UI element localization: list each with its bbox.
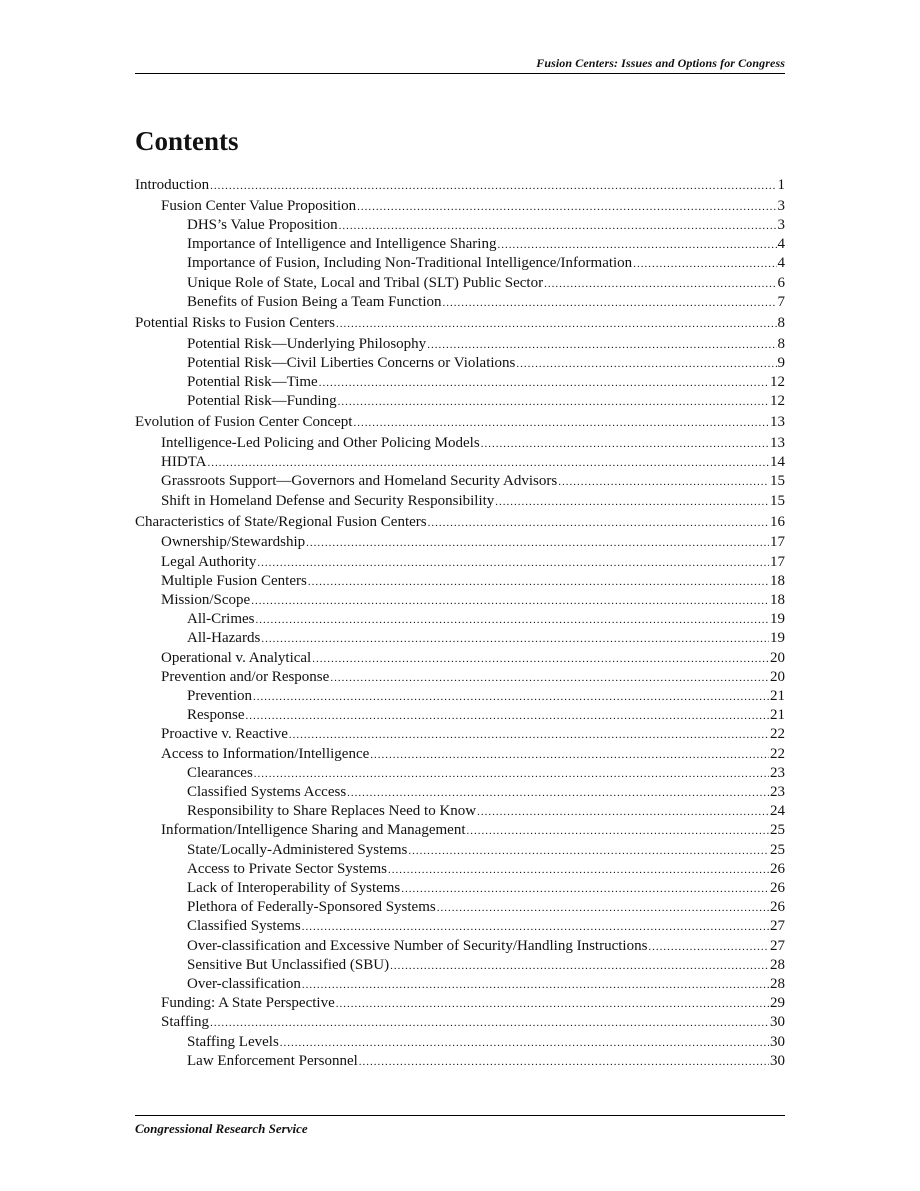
toc-entry-label: DHS’s Value Proposition — [187, 217, 338, 233]
toc-entry[interactable] — [135, 492, 785, 511]
toc-entry-page: 9 — [777, 354, 785, 371]
toc-dot-leader — [477, 803, 769, 822]
toc-entry[interactable] — [135, 917, 785, 936]
toc-dot-leader — [319, 374, 769, 393]
toc-dot-leader — [210, 177, 776, 196]
toc-entry-label: Potential Risk—Civil Liberties Concerns or Violations — [187, 354, 516, 371]
toc-entry-page: 15 — [770, 492, 785, 509]
toc-entry-page: 25 — [770, 841, 785, 858]
toc-entry[interactable] — [135, 1013, 785, 1032]
toc-entry-page: 30 — [770, 1014, 785, 1031]
toc-entry-label: Classified Systems — [187, 918, 301, 935]
toc-entry-label: HIDTA — [161, 454, 207, 471]
toc-dot-leader — [427, 336, 776, 355]
toc-entry[interactable] — [135, 994, 785, 1013]
toc-dot-leader — [390, 957, 769, 976]
toc-entry[interactable] — [135, 453, 785, 472]
toc-entry-page: 6 — [777, 274, 785, 291]
toc-dot-leader — [256, 611, 770, 630]
toc-entry-label: Potential Risk—Underlying Philosophy — [187, 335, 427, 352]
toc-entry-label: Characteristics of State/Regional Fusion Centers — [135, 513, 427, 530]
toc-entry-page: 17 — [770, 534, 785, 551]
toc-entry[interactable] — [135, 649, 785, 668]
toc-dot-leader — [442, 294, 776, 313]
toc-dot-leader — [437, 899, 769, 918]
toc-entry-label: Mission/Scope — [161, 592, 251, 608]
toc-dot-leader — [253, 688, 769, 707]
toc-entry-page: 26 — [770, 860, 785, 877]
toc-entry-page: 22 — [770, 726, 785, 743]
toc-entry-label: Access to Private Sector Systems — [187, 860, 387, 877]
toc-entry-label: Potential Risk—Funding — [187, 393, 337, 410]
toc-entry[interactable] — [135, 860, 785, 879]
toc-entry[interactable] — [135, 937, 785, 956]
toc-entry[interactable] — [135, 610, 785, 629]
toc-dot-leader — [481, 435, 769, 454]
toc-entry-label: Staffing Levels — [187, 1033, 279, 1050]
toc-entry-page: 17 — [770, 553, 785, 570]
toc-dot-leader — [338, 393, 769, 412]
toc-entry-label: Lack of Interoperability of Systems — [187, 880, 401, 896]
toc-entry[interactable] — [135, 513, 785, 532]
toc-entry-page: 16 — [770, 513, 785, 530]
toc-dot-leader — [516, 355, 776, 374]
toc-dot-leader — [428, 514, 769, 533]
toc-entry-page: 26 — [770, 899, 785, 916]
toc-entry-page: 13 — [770, 414, 785, 431]
toc-entry[interactable] — [135, 802, 785, 821]
toc-entry[interactable] — [135, 533, 785, 552]
toc-dot-leader — [495, 493, 769, 512]
toc-entry-label: Intelligence-Led Policing and Other Policing Models — [161, 435, 480, 451]
toc-entry[interactable] — [135, 235, 785, 254]
toc-entry-label: Over-classification — [187, 976, 301, 992]
toc-entry-label: Introduction — [135, 177, 210, 193]
toc-entry[interactable] — [135, 392, 785, 411]
toc-entry[interactable] — [135, 764, 785, 783]
toc-entry-label: Law Enforcement Personnel — [187, 1052, 358, 1069]
toc-entry[interactable] — [135, 373, 785, 392]
toc-dot-leader — [401, 880, 769, 899]
toc-entry[interactable] — [135, 1033, 785, 1052]
toc-entry-label: Operational v. Analytical — [161, 649, 312, 666]
toc-entry-label: Access to Information/Intelligence — [161, 745, 370, 762]
toc-dot-leader — [306, 534, 769, 553]
toc-entry[interactable] — [135, 668, 785, 687]
toc-entry[interactable] — [135, 572, 785, 591]
toc-entry-page: 27 — [770, 918, 785, 935]
toc-entry-page: 7 — [777, 293, 785, 310]
toc-dot-leader — [633, 255, 776, 274]
toc-entry-page: 23 — [770, 784, 785, 800]
toc-entry-page: 8 — [777, 335, 785, 352]
toc-entry-page: 19 — [770, 630, 785, 647]
toc-dot-leader — [210, 1014, 769, 1033]
toc-entry-label: Responsibility to Share Replaces Need to Know — [187, 803, 477, 820]
toc-entry-label: All-Hazards — [187, 630, 261, 647]
toc-dot-leader — [257, 554, 769, 573]
toc-dot-leader — [558, 473, 769, 492]
toc-entry-page: 27 — [770, 937, 785, 954]
toc-entry-label: Prevention — [187, 688, 252, 704]
toc-entry-label: Proactive v. Reactive — [161, 726, 288, 743]
toc-entry-label: Information/Intelligence Sharing and Management — [161, 822, 466, 839]
toc-entry-page: 19 — [770, 611, 785, 628]
toc-dot-leader — [280, 1034, 769, 1053]
toc-entry-label: Over-classification and Excessive Number of Security/Handling Instructions — [187, 937, 648, 954]
toc-entry-page: 14 — [770, 454, 785, 471]
toc-entry-page: 12 — [770, 393, 785, 410]
toc-entry-label: Fusion Center Value Proposition — [161, 197, 357, 214]
toc-entry[interactable] — [135, 434, 785, 453]
toc-entry-label: Multiple Fusion Centers — [161, 572, 307, 589]
toc-entry-label: Importance of Intelligence and Intelligence Sharing — [187, 236, 497, 253]
toc-entry-page: 26 — [770, 880, 785, 896]
toc-entry-page: 3 — [777, 197, 785, 214]
header-rule — [135, 73, 785, 74]
toc-dot-leader — [336, 995, 769, 1014]
toc-dot-leader — [370, 746, 769, 765]
toc-entry-label: Grassroots Support—Governors and Homeland Security Advisors — [161, 473, 558, 490]
toc-entry[interactable] — [135, 821, 785, 840]
toc-entry-page: 29 — [770, 995, 785, 1012]
toc-dot-leader — [289, 726, 769, 745]
toc-entry[interactable] — [135, 975, 785, 994]
toc-entry-page: 3 — [777, 217, 785, 233]
toc-entry-label: Legal Authority — [161, 553, 257, 570]
toc-entry[interactable] — [135, 745, 785, 764]
toc-entry[interactable] — [135, 274, 785, 293]
toc-entry[interactable] — [135, 725, 785, 744]
toc-entry[interactable] — [135, 553, 785, 572]
toc-entry-page: 28 — [770, 956, 785, 973]
toc-entry-page: 30 — [770, 1052, 785, 1069]
toc-entry-label: Evolution of Fusion Center Concept — [135, 414, 353, 431]
toc-entry[interactable] — [135, 1052, 785, 1071]
toc-dot-leader — [302, 976, 769, 995]
toc-entry[interactable] — [135, 841, 785, 860]
toc-dot-leader — [246, 707, 770, 726]
toc-entry-page: 4 — [777, 255, 785, 272]
toc-entry-page: 8 — [777, 314, 785, 331]
toc-entry[interactable] — [135, 314, 785, 333]
toc-dot-leader — [466, 822, 769, 841]
toc-entry-label: Potential Risk—Time — [187, 374, 318, 390]
toc-entry[interactable] — [135, 879, 785, 898]
toc-entry[interactable] — [135, 956, 785, 975]
toc-entry-page: 18 — [770, 592, 785, 608]
toc-entry-label: Classified Systems Access — [187, 784, 347, 800]
toc-entry[interactable] — [135, 472, 785, 491]
toc-dot-leader — [308, 573, 769, 592]
toc-entry-page: 30 — [770, 1033, 785, 1050]
toc-entry-page: 25 — [770, 822, 785, 839]
toc-entry-label: Staffing — [161, 1014, 210, 1031]
toc-entry-label: Clearances — [187, 764, 253, 781]
toc-entry[interactable] — [135, 898, 785, 917]
toc-entry[interactable] — [135, 629, 785, 648]
toc-entry-label: Sensitive But Unclassified (SBU) — [187, 956, 390, 973]
toc-entry-page: 13 — [770, 435, 785, 451]
toc-entry-label: All-Crimes — [187, 611, 255, 628]
footer-publisher: Congressional Research Service — [135, 1121, 308, 1136]
toc-entry-page: 15 — [770, 473, 785, 490]
toc-entry-label: Benefits of Fusion Being a Team Function — [187, 293, 442, 310]
toc-entry-page: 20 — [770, 668, 785, 685]
toc-dot-leader — [359, 1053, 769, 1072]
toc-entry-label: Response — [187, 707, 245, 724]
toc-dot-leader — [497, 236, 776, 255]
toc-entry-label: Importance of Fusion, Including Non-Traditional Intelligence/Information — [187, 255, 633, 272]
toc-entry[interactable] — [135, 413, 785, 432]
toc-entry[interactable] — [135, 687, 785, 706]
toc-entry-label: State/Locally-Administered Systems — [187, 841, 408, 858]
toc-entry-page: 4 — [777, 236, 785, 253]
toc-entry[interactable] — [135, 197, 785, 216]
toc-entry-label: Unique Role of State, Local and Tribal (SLT) Public Sector — [187, 274, 544, 291]
toc-dot-leader — [357, 198, 776, 217]
toc-entry-page: 24 — [770, 803, 785, 820]
toc-entry-page: 23 — [770, 764, 785, 781]
toc-entry[interactable] — [135, 216, 785, 235]
toc-entry-label: Ownership/Stewardship — [161, 534, 306, 551]
toc-entry[interactable] — [135, 783, 785, 802]
toc-dot-leader — [261, 630, 769, 649]
toc-entry-page: 20 — [770, 649, 785, 666]
toc-entry-page: 18 — [770, 572, 785, 589]
toc-entry[interactable] — [135, 591, 785, 610]
toc-entry[interactable] — [135, 335, 785, 354]
toc-entry-page: 1 — [777, 177, 785, 193]
toc-dot-leader — [254, 765, 769, 784]
toc-dot-leader — [388, 861, 769, 880]
toc-entry[interactable] — [135, 706, 785, 725]
toc-entry-label: Funding: A State Perspective — [161, 995, 335, 1012]
toc-entry-page: 28 — [770, 976, 785, 992]
toc-dot-leader — [302, 918, 769, 937]
toc-dot-leader — [544, 275, 776, 294]
toc-entry-page: 21 — [770, 707, 785, 724]
toc-dot-leader — [339, 217, 777, 236]
toc-dot-leader — [408, 842, 769, 861]
toc-entry-label: Prevention and/or Response — [161, 668, 330, 685]
toc-entry[interactable] — [135, 354, 785, 373]
toc-entry-page: 22 — [770, 745, 785, 762]
toc-entry-page: 21 — [770, 688, 785, 704]
toc-entry-label: Plethora of Federally-Sponsored Systems — [187, 899, 436, 916]
toc-dot-leader — [251, 592, 769, 611]
toc-dot-leader — [312, 650, 769, 669]
toc-entry-label: Shift in Homeland Defense and Security Responsibility — [161, 492, 495, 509]
toc-dot-leader — [347, 784, 769, 803]
toc-entry[interactable] — [135, 293, 785, 312]
toc-entry[interactable] — [135, 254, 785, 273]
toc-entry-label: Potential Risks to Fusion Centers — [135, 314, 336, 331]
contents-title: Contents — [135, 126, 239, 156]
toc-dot-leader — [336, 315, 776, 334]
toc-dot-leader — [648, 938, 769, 957]
toc-dot-leader — [207, 454, 769, 473]
toc-entry-page: 12 — [770, 374, 785, 390]
running-title: Fusion Centers: Issues and Options for Congress — [536, 56, 785, 70]
toc-dot-leader — [353, 414, 769, 433]
toc-entry[interactable] — [135, 176, 785, 195]
footer-rule — [135, 1115, 785, 1116]
toc-dot-leader — [330, 669, 769, 688]
